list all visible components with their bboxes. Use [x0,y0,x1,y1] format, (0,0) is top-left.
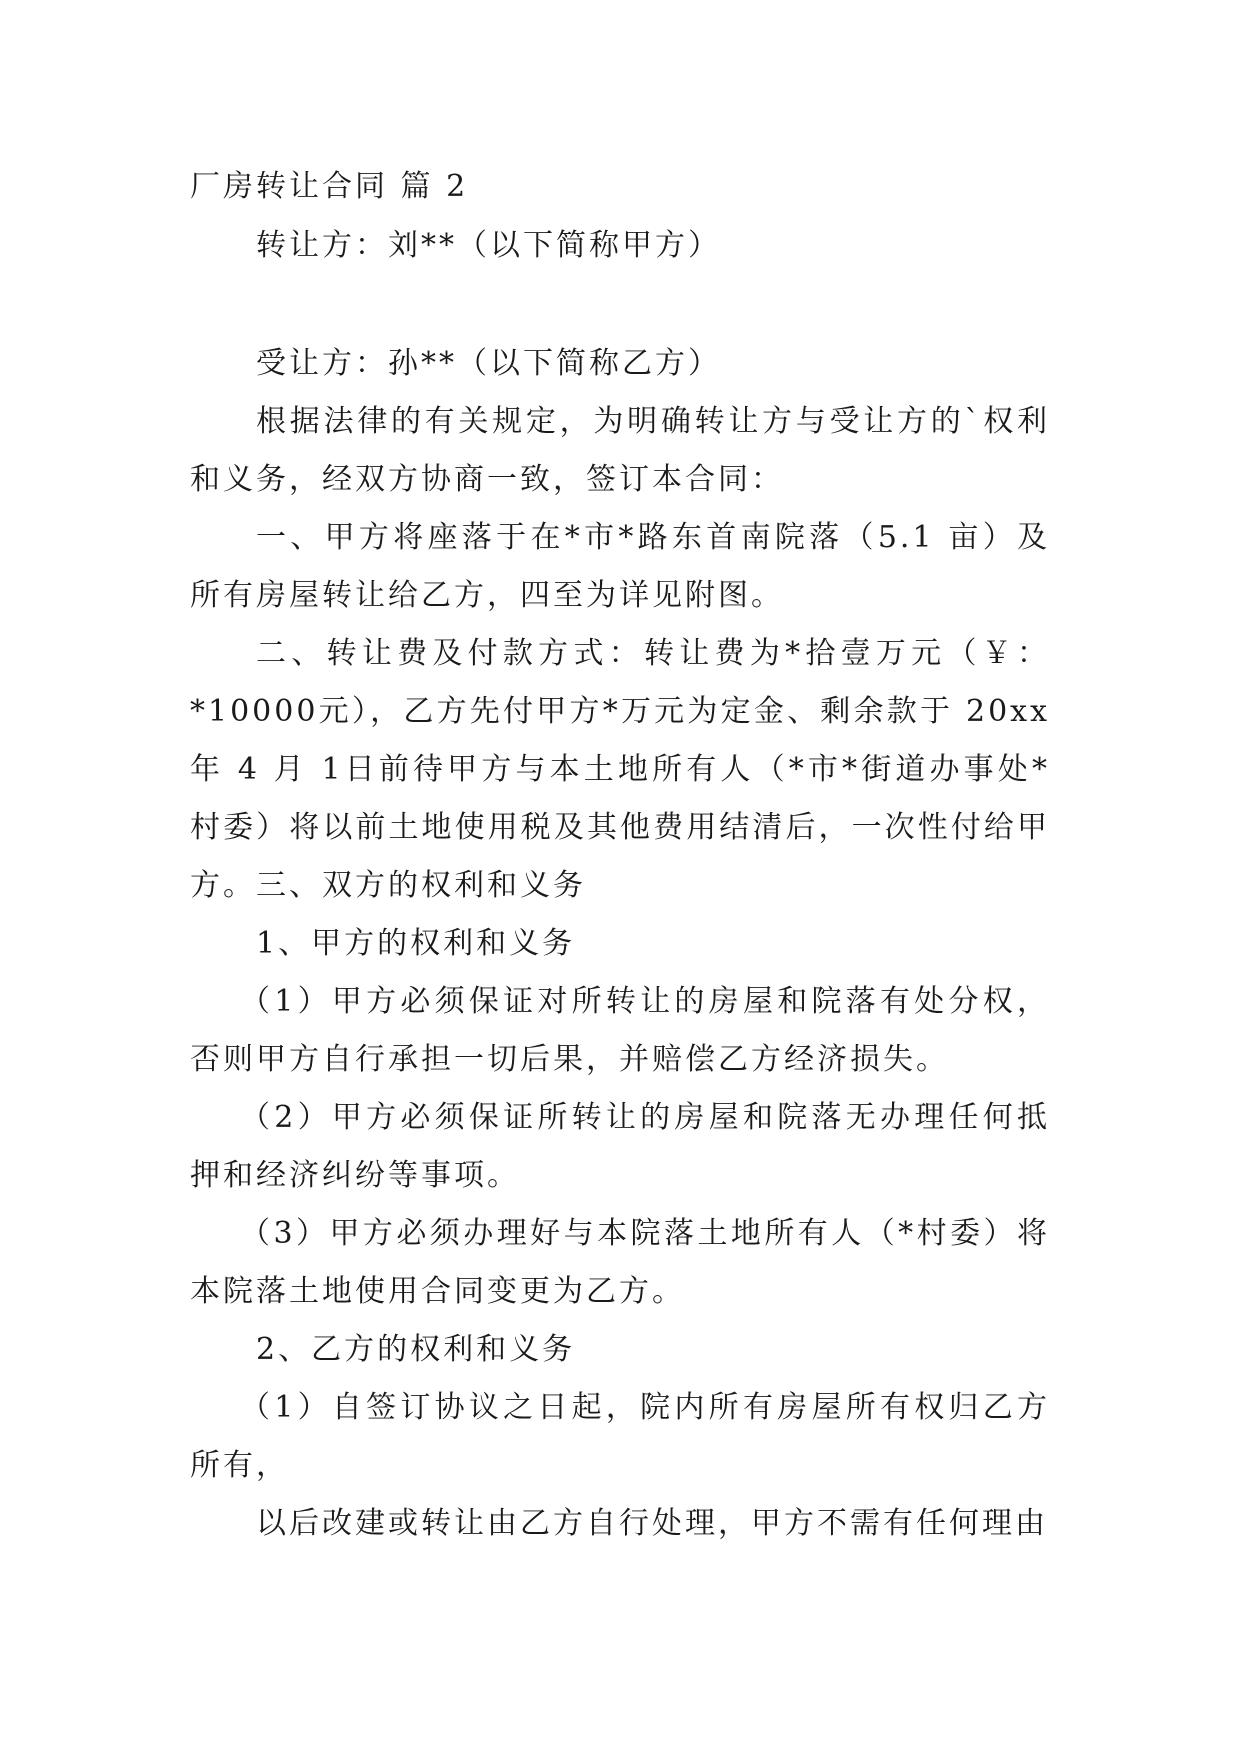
party-a-item-1: （1）甲方必须保证对所转让的房屋和院落有处分权，否则甲方自行承担一切后果，并赔偿乙方经济损失。 [190,984,1050,1077]
party-a-heading: 1、甲方的权利和义务 [256,926,576,961]
clause-one-paragraph: 一、甲方将座落于在*市*路东首南院落（5.1 亩）及所有房屋转让给乙方，四至为详见附图。 [190,520,1050,613]
party-a-item-2: （2）甲方必须保证所转让的房屋和院落无办理任何抵押和经济纠纷等事项。 [190,1100,1050,1193]
party-b-item-1-continuation: 以后改建或转让由乙方自行处理，甲方不需有任何理由 [256,1506,1048,1541]
transferor-line: 转让方：刘**（以下简称甲方） [256,228,721,263]
clause-three-heading: 三、双方的权利和义务 [256,868,586,903]
clause-two-paragraph: 二、转让费及付款方式：转让费为*拾壹万元（￥：*10000元），乙方先付甲方*万元为定金、剩余款于 20xx 年 4 月 1日前待甲方与本土地所有人（*市*街道办事处*村委）将以前土地使用税及其他费用结清后，一次性付给甲方。 [190,636,1050,903]
preamble-paragraph: 根据法律的有关规定，为明确转让方与受让方的`权利和义务，经双方协商一致，签订本合同： [190,404,1050,497]
party-a-item-3: （3）甲方必须办理好与本院落土地所有人（*村委）将本院落土地使用合同变更为乙方。 [190,1216,1050,1309]
transferee-line: 受让方：孙**（以下简称乙方） [256,346,721,381]
party-b-heading: 2、乙方的权利和义务 [256,1332,576,1367]
document-title: 厂房转让合同 篇 2 [190,169,469,204]
party-b-item-1: （1）自签订协议之日起，院内所有房屋所有权归乙方所有， [190,1390,1050,1483]
